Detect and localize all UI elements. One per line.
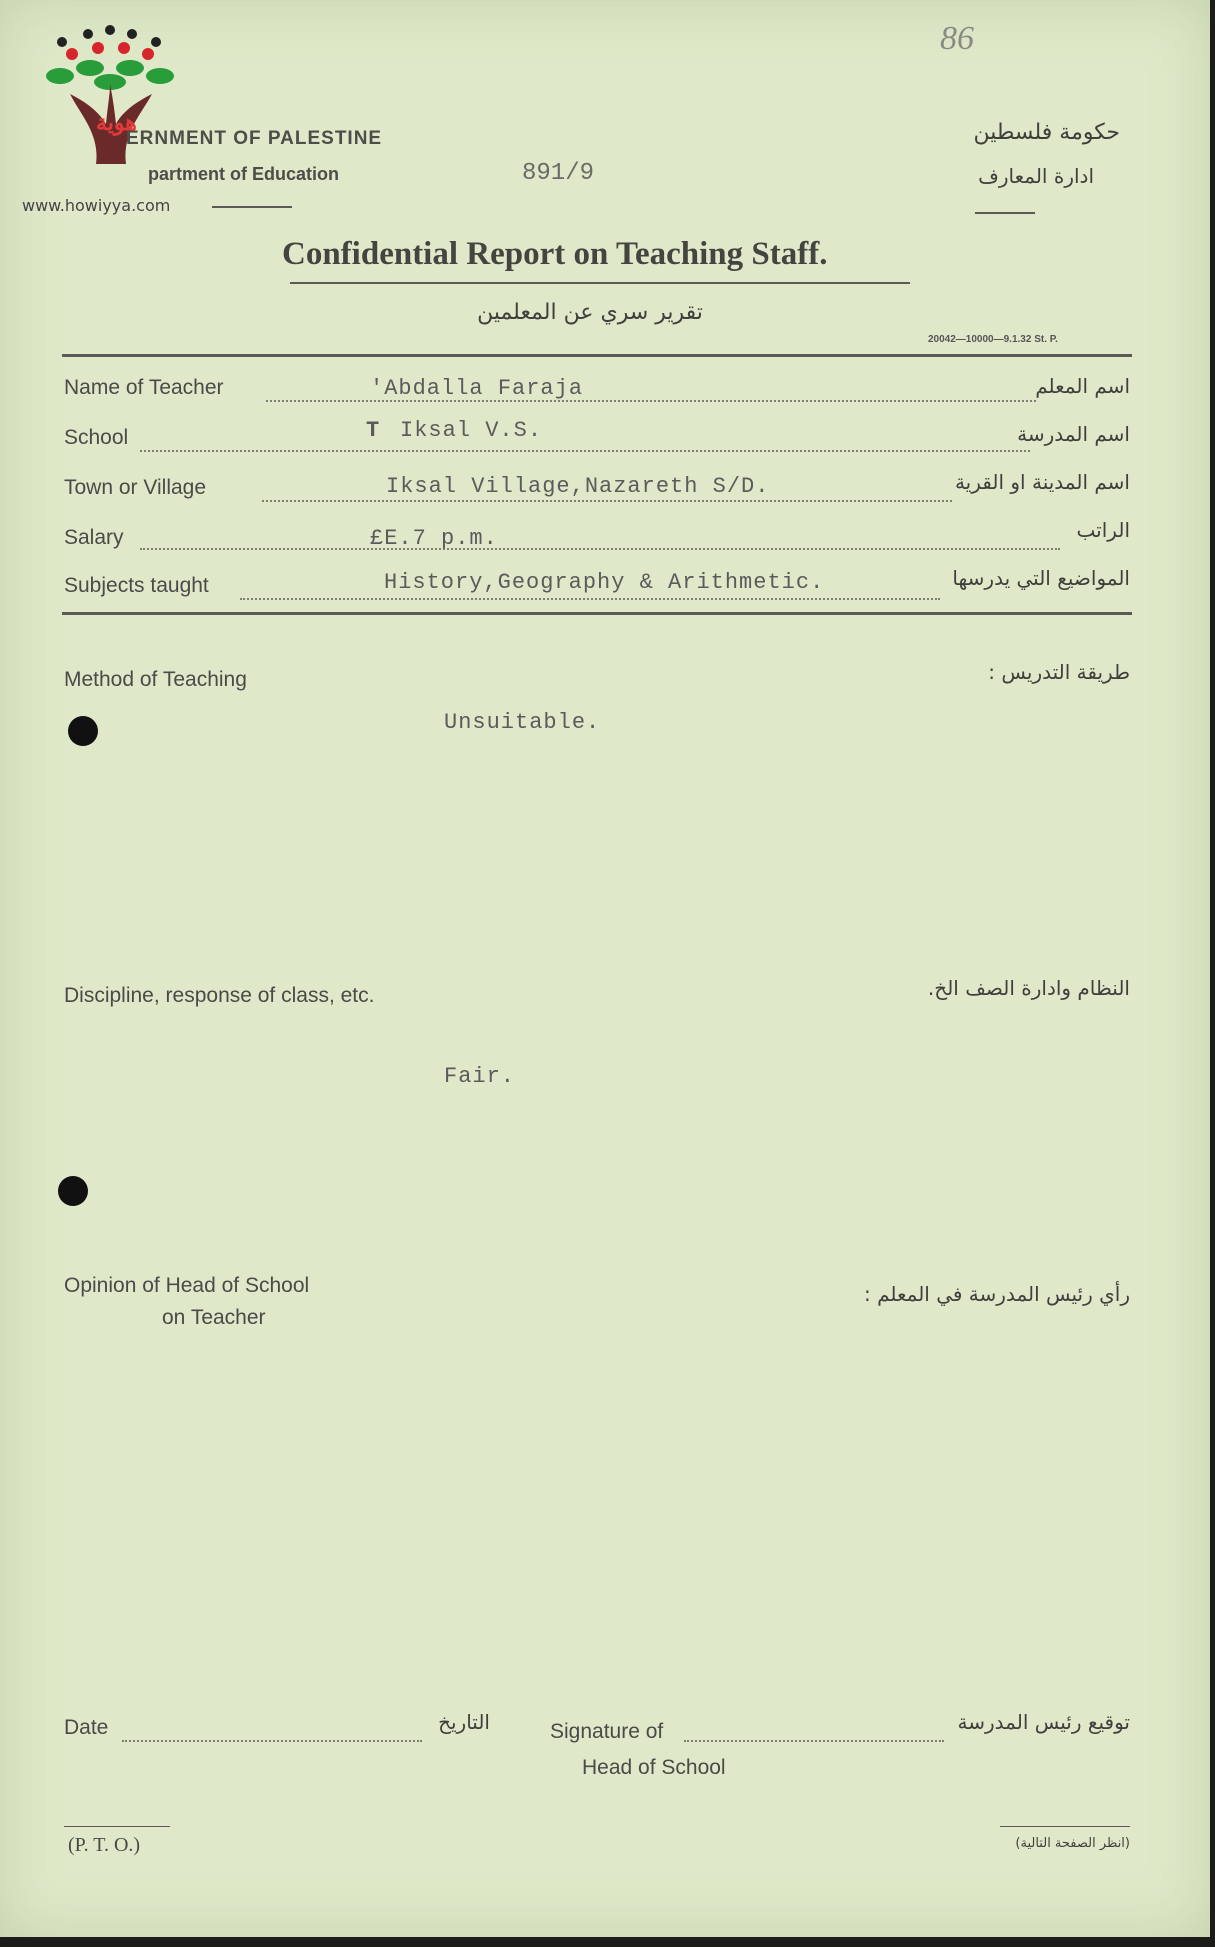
logo-tree-icon bbox=[40, 24, 180, 174]
school-mark: T bbox=[366, 418, 381, 443]
subjects-label: Subjects taught bbox=[64, 574, 209, 597]
salary-line bbox=[140, 548, 1060, 550]
fields-bottom-rule bbox=[62, 612, 1132, 615]
town-label-ar: اسم المدينة او القرية bbox=[954, 470, 1130, 494]
signature-sub-label: Head of School bbox=[582, 1756, 726, 1779]
subjects-label-ar: المواضيع التي يدرسها bbox=[952, 566, 1130, 590]
watermark-url: www.howiyya.com bbox=[22, 196, 171, 215]
pto-rule-ar bbox=[1000, 1826, 1130, 1827]
salary-label: Salary bbox=[64, 526, 124, 549]
report-title-en: Confidential Report on Teaching Staff. bbox=[282, 236, 828, 272]
dept-title-ar: ادارة المعارف bbox=[978, 164, 1094, 188]
teacher-name-label: Name of Teacher bbox=[64, 376, 224, 399]
teacher-name-value: 'Abdalla Faraja bbox=[370, 376, 584, 401]
print-code: 20042—10000—9.1.32 St. P. bbox=[928, 334, 1058, 345]
punch-hole-bottom bbox=[58, 1176, 88, 1206]
signature-label-ar: توقيع رئيس المدرسة bbox=[957, 1710, 1130, 1734]
dept-title-en: partment of Education bbox=[148, 164, 340, 184]
reference-number: 891/9 bbox=[522, 160, 595, 187]
town-value: Iksal Village,Nazareth S/D. bbox=[386, 474, 770, 499]
title-underline bbox=[290, 282, 910, 284]
opinion-label-line1: Opinion of Head of School bbox=[64, 1274, 310, 1297]
howiyya-logo bbox=[40, 24, 180, 174]
discipline-label-ar: النظام وادارة الصف الخ. bbox=[927, 976, 1130, 1000]
page-number: 86 bbox=[940, 20, 974, 57]
punch-hole-top bbox=[68, 716, 98, 746]
school-label: School bbox=[64, 426, 129, 449]
school-label-ar: اسم المدرسة bbox=[1017, 422, 1130, 446]
method-value: Unsuitable. bbox=[444, 710, 601, 735]
govt-title-en: ERNMENT OF PALESTINE bbox=[126, 128, 383, 149]
town-label: Town or Village bbox=[64, 476, 207, 499]
report-title-ar: تقرير سري عن المعلمين bbox=[477, 300, 703, 325]
discipline-label: Discipline, response of class, etc. bbox=[64, 984, 375, 1007]
opinion-label-line2: on Teacher bbox=[162, 1306, 266, 1329]
date-label: Date bbox=[64, 1716, 109, 1739]
school-value: Iksal V.S. bbox=[400, 418, 543, 443]
pto-label-ar: (انظر الصفحة التالية) bbox=[1015, 1836, 1130, 1851]
discipline-value: Fair. bbox=[444, 1064, 516, 1089]
teacher-name-label-ar: اسم المعلم bbox=[1035, 374, 1130, 398]
salary-value: £E.7 p.m. bbox=[370, 526, 498, 551]
opinion-label-ar: رأي رئيس المدرسة في المعلم : bbox=[863, 1282, 1130, 1306]
subjects-value: History,Geography & Arithmetic. bbox=[384, 570, 825, 595]
govt-title-ar: حكومة فلسطين bbox=[973, 120, 1120, 145]
header-dash-ar bbox=[975, 212, 1035, 214]
salary-label-ar: الراتب bbox=[1076, 518, 1130, 542]
signature-label: Signature of bbox=[550, 1720, 664, 1743]
signature-line bbox=[684, 1740, 944, 1742]
fields-top-rule bbox=[62, 354, 1132, 357]
date-label-ar: التاريخ bbox=[438, 1710, 490, 1734]
school-line bbox=[140, 450, 1030, 452]
subjects-line bbox=[240, 598, 940, 600]
method-label-ar: طريقة التدريس : bbox=[988, 660, 1130, 684]
pto-label: (P. T. O.) bbox=[68, 1834, 141, 1856]
town-line bbox=[262, 500, 952, 502]
logo-text: هوية bbox=[96, 110, 137, 135]
pto-rule bbox=[64, 1826, 170, 1827]
method-label: Method of Teaching bbox=[64, 668, 247, 691]
header-dash bbox=[212, 206, 292, 208]
date-line bbox=[122, 1740, 422, 1742]
